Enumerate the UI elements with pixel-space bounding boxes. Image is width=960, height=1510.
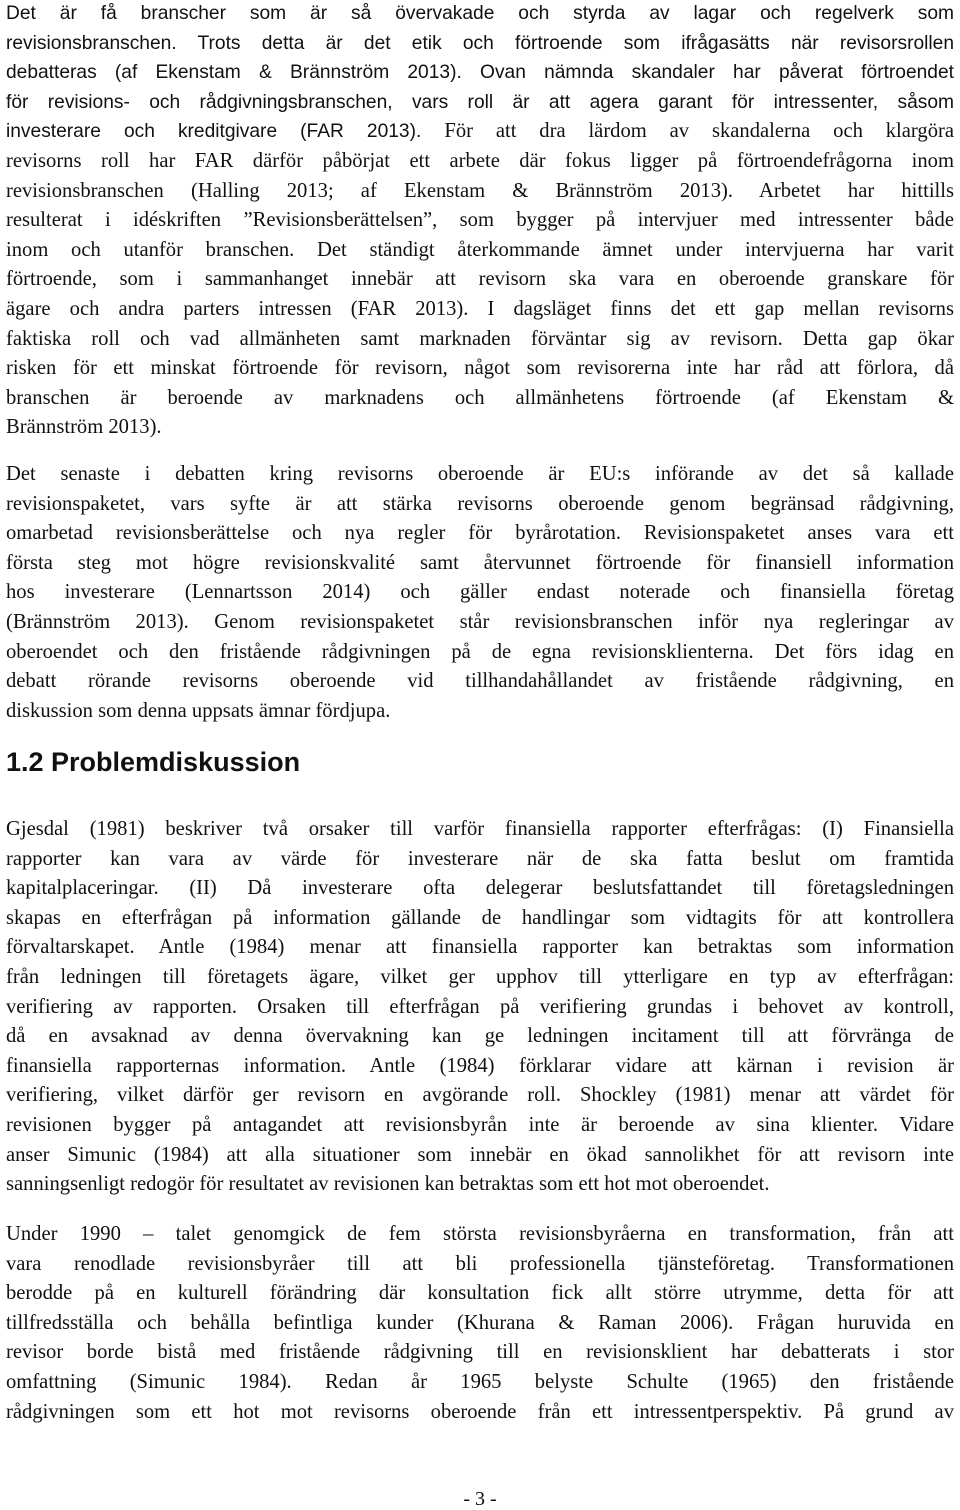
text-line: hos investerare (Lennartsson 2014) och gäller endast noterade och finansiella företag bbox=[6, 581, 954, 604]
text-line: revisionsbranschen. Trots detta är det etik och förtroende som ifrågasätts när revisorsrollen bbox=[6, 32, 954, 54]
text-line: från ledningen till företagets ägare, vilket ger upphov till ytterligare en typ av efterfrågan: bbox=[6, 965, 954, 988]
text-line: finansiella rapporternas information. Antle (1984) förklarar vidare att kärnan i revision är bbox=[6, 1054, 954, 1077]
text-line: rapporter kan vara av värde för investerare när de ska fatta beslut om framtida bbox=[6, 847, 954, 870]
text-segment: debatteras (af Ekenstam & Brännström 2013). bbox=[6, 62, 481, 84]
text-line: kapitalplaceringar. (II) Då investerare ofta delegerar beslutsfattandet till företagsledningen bbox=[6, 877, 954, 900]
paragraph-4 bbox=[6, 1220, 954, 1427]
paragraph-3 bbox=[6, 815, 954, 1200]
section-heading: 1.2 Problemdiskussion bbox=[6, 747, 301, 777]
text-line: Brännström 2013). bbox=[6, 416, 162, 439]
text-line: förvaltarskapet. Antle (1984) menar att finansiella rapporter kan betraktas som information bbox=[6, 936, 954, 959]
text-line: ägare och andra parters intressen (FAR 2013). I dagsläget finns det ett gap mellan revisorns bbox=[6, 297, 954, 320]
text-line: resulterat i idéskriften ”Revisionsberättelsen”, som bygger på intervjuer med intressenter både bbox=[6, 209, 954, 232]
text-line: faktiska roll och vad allmänheten samt marknaden förväntar sig av revisorn. Detta gap ökar bbox=[6, 327, 954, 350]
text-line: då en avsaknad av denna övervakning kan ge ledningen incitament till att förvränga de bbox=[6, 1025, 954, 1048]
text-line: inom och utanför branschen. Det ständigt återkommande ämnet under intervjuerna har varit bbox=[6, 238, 954, 261]
text-line: omarbetad revisionsberättelse och nya regler för byrårotation. Revisionspaketet anses vara ett bbox=[6, 522, 954, 545]
text-line: Det senaste i debatten kring revisorns oberoende är EU:s införande av det så kallade bbox=[6, 463, 954, 485]
text-line: revisionspaketet, vars syfte är att stärka revisorns oberoende genom begränsad rådgivning, bbox=[6, 492, 954, 515]
text-line: oberoendet och den fristående rådgivningen på de egna revisionsklienterna. Det förs idag en bbox=[6, 640, 954, 663]
text-line bbox=[6, 117, 954, 147]
text-line: berodde på en kulturell förändring där konsultation fick allt större utrymme, detta för att bbox=[6, 1282, 954, 1305]
page-number: - 3 - bbox=[463, 1488, 497, 1510]
paragraph-2 bbox=[6, 460, 954, 726]
text-line: vara renodlade revisionsbyråer till att bli professionella tjänsteföretag. Transformationen bbox=[6, 1252, 954, 1275]
text-segment: investerare och kreditgivare (FAR 2013). bbox=[6, 121, 445, 143]
text-line: sanningsenligt redogör för resultatet av revisionen kan betraktas som ett hot mot oberoendet. bbox=[6, 1173, 770, 1196]
text-line: verifiering av rapporten. Orsaken till efterfrågan på verifiering grundas i behovet av kontroll, bbox=[6, 995, 954, 1018]
text-line: diskussion som denna uppsats ämnar fördjupa. bbox=[6, 699, 391, 722]
text-line: branschen är beroende av marknadens och allmänhetens förtroende (af Ekenstam & bbox=[6, 386, 954, 409]
paragraph-1 bbox=[6, 0, 954, 443]
text-line: debatt rörande revisorns oberoende vid tillhandahållandet av fristående rådgivning, en bbox=[6, 670, 954, 693]
text-line: revisorns roll har FAR därför påbörjat ett arbete där fokus ligger på förtroendefrågorna inom bbox=[6, 149, 954, 172]
text-line bbox=[6, 58, 954, 88]
text-line: revisionsbranschen (Halling 2013; af Ekenstam & Brännström 2013). Arbetet har hittills bbox=[6, 179, 954, 202]
text-line: tillfredsställa och behålla befintliga kunder (Khurana & Raman 2006). Frågan huruvida en bbox=[6, 1311, 954, 1334]
text-line: rådgivningen som ett hot mot revisorns oberoende från ett intressentperspektiv. På grund av bbox=[6, 1400, 954, 1423]
text-line: Det är få branscher som är så övervakade och styrda av lagar och regelverk som bbox=[6, 3, 954, 24]
text-segment: Ovan nämnda skandaler har påverat förtroendet bbox=[480, 62, 954, 84]
text-line: omfattning (Simunic 1984). Redan år 1965 belyste Schulte (1965) den fristående bbox=[6, 1370, 954, 1393]
text-line: anser Simunic (1984) att alla situationer som innebär en ökad sannolikhet för att revisorn inte bbox=[6, 1143, 954, 1166]
text-line: revisionen bygger på antagandet att revisionsbyrån inte är beroende av sina klienter. Vidare bbox=[6, 1113, 954, 1136]
text-line: första steg mot högre revisionskvalité samt återvunnet förtroende för finansiell information bbox=[6, 551, 954, 574]
text-segment: För att dra lärdom av skandalerna och klargöra bbox=[444, 120, 954, 143]
text-line: skapas en efterfrågan på information gällande de handlingar som vidtagits för att kontrollera bbox=[6, 906, 954, 929]
text-line: verifiering, vilket därför ger revisorn en avgörande roll. Shockley (1981) menar att värdet för bbox=[6, 1084, 954, 1107]
text-line: revisor borde bistå med fristående rådgivning till en revisionsklient har debatterats i stor bbox=[6, 1341, 954, 1364]
text-line: (Brännström 2013). Genom revisionspaketet står revisionsbranschen inför nya regleringar av bbox=[6, 610, 954, 633]
text-line: förtroende, som i sammanhanget innebär att revisorn ska vara en oberoende granskare för bbox=[6, 268, 954, 291]
text-line: Gjesdal (1981) beskriver två orsaker till varför finansiella rapporter efterfrågas: (I) Finansiella bbox=[6, 818, 954, 840]
text-line: risken för ett minskat förtroende för revisorn, något som revisorerna inte har råd att förlora, då bbox=[6, 357, 954, 380]
text-line: för revisions- och rådgivningsbranschen, vars roll är att agera garant för intressenter, såsom bbox=[6, 91, 954, 113]
text-line: Under 1990 – talet genomgick de fem största revisionsbyråerna en transformation, från att bbox=[6, 1223, 954, 1245]
